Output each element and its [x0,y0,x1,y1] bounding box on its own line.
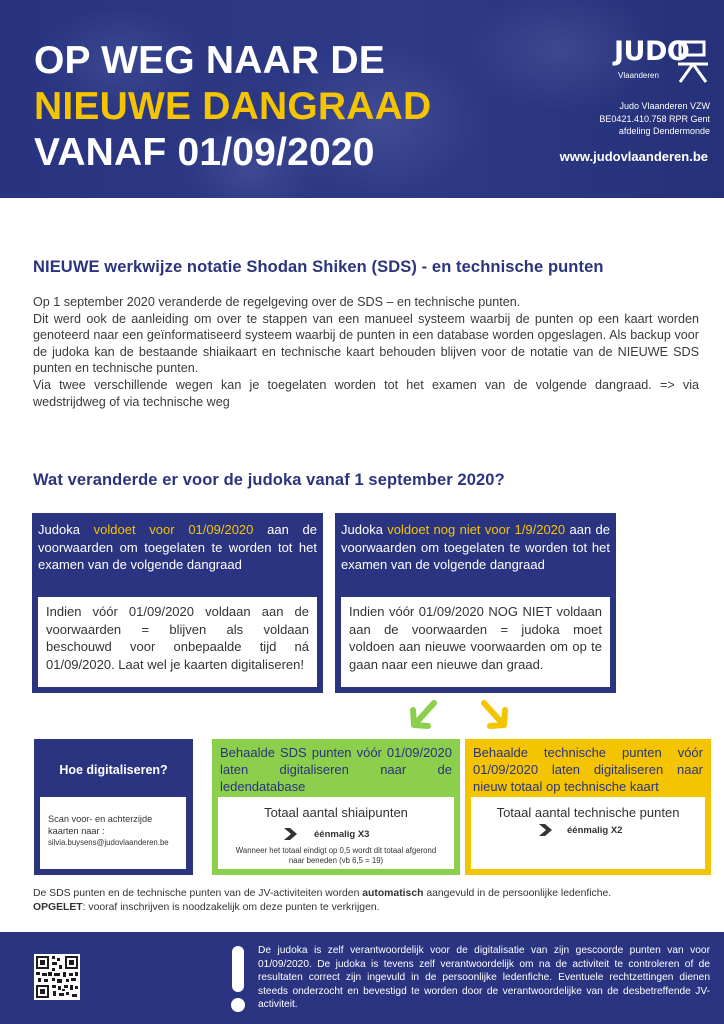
highlight-text: voldoet nog niet voor 1/9/2020 [387,522,566,537]
exclamation-icon [228,944,248,1014]
section-title-sds: NIEUWE werkwijze notatie Shodan Shiken (SDS) - en technische punten [33,258,604,276]
judo-vlaanderen-logo [614,36,710,86]
title-line-3: VANAF 01/09/2020 [34,131,375,174]
intro-paragraph: Op 1 september 2020 veranderde de regelgeving over de SDS – en technische punten. [33,295,521,309]
box-voldoet-niet-heading: Judoka voldoet nog niet voor 1/9/2020 aan de voorwaarden om toegelaten te worden tot het examen van de volgende dangraad [341,522,610,572]
automatic-note-line1: De SDS punten en de technische punten van de JV-activiteiten worden automatisch aangevuld in de persoonlijke ledenfiche. [33,888,612,899]
box-sds-punten [212,739,460,875]
box-voldoet-body: Indien vóór 01/09/2020 voldaan aan de voorwaarden = blijven als voldaan beschouwd voor onbepaalde tijd ná 01/09/2020. Laat wel je kaarten digitaliseren! [38,597,317,687]
box-voldoet [32,513,323,693]
sds-rounding-note: Wanneer het totaal eindigt op 0,5 wordt dit totaal afgerond naar beneden (vb 6,5 = 19) [235,846,437,865]
technische-heading: Behaalde technische punten vóór 01/09/2020 laten digitaliseren naar nieuw totaal op technische kaart [473,745,703,794]
header-banner [0,0,724,198]
automatic-note-line2: OPGELET: vooraf inschrijven is noodzakelijk om deze punten te verkrijgen. [33,902,380,913]
logo-subtext: Vlaanderen [618,71,659,80]
chevron-right-icon [284,828,298,840]
arrow-down-left-icon [406,698,440,732]
qr-code-icon[interactable] [34,954,80,1000]
intro-text [33,294,699,410]
intro-paragraph: Dit werd ook de aanleiding om over te stappen van een manueel systeem waarbij de punten op een kaart worden genoteerd naar een geïnformatiseerd systeem waarbij de punten in een database worden opgeslagen. Als backup voor de judoka kan de bestaande shiaikaart en technische kaart behouden blijven voor de notatie van de NIEUWE SDS punten en technische punten. [33,311,699,376]
technische-multiplier: éénmalig X2 [567,825,623,836]
box-technische-punten [465,739,711,875]
address-line: Judo Vlaanderen VZW [619,101,710,111]
box-voldoet-niet [335,513,616,693]
sds-total-label: Totaal aantal shiaipunten [264,805,408,820]
bottom-banner [0,932,724,1024]
title-line-1: OP WEG NAAR DE [34,39,385,82]
digitaliseren-body [40,797,186,869]
responsibility-text: De judoka is zelf verantwoordelijk voor de digitalisatie van zijn gescoorde punten van voor 01/09/2020. De judoka is tevens zelf verantwoordelijk om na de activiteit te controleren of de resultaten correct zijn ingevuld in de persoonlijke ledenfiche. Eventuele rechtzettingen dienen steeds onderzocht en bevestigd te worden door de verantwoordelijke van de desbetreffende JV-activiteit. [258,945,710,1011]
sds-body [218,797,454,869]
chevron-right-icon [539,824,553,836]
sds-heading: Behaalde SDS punten vóór 01/09/2020 laten digitaliseren naar de ledendatabase [220,745,452,794]
box-digitaliseren [34,739,193,875]
section-title-changes: Wat veranderde er voor de judoka vanaf 1 september 2020? [33,471,505,489]
website-link[interactable]: www.judovlaanderen.be [559,149,708,164]
digitaliseren-text: Scan voor- en achterzijde kaarten naar : [48,814,153,836]
address-line: BE0421.410.758 RPR Gent [599,113,710,124]
logo-symbol-icon [676,38,710,84]
address-line: afdeling Dendermonde [618,126,710,136]
title-line-2: NIEUWE DANGRAAD [34,85,432,128]
email-link[interactable]: silvia.buysens@judovlaanderen.be [48,838,169,847]
box-voldoet-niet-body: Indien vóór 01/09/2020 NOG NIET voldaan aan de voorwaarden = judoka moet voldoen aan nieuwe voorwaarden om op te gaan naar een nieuwe dan graad. [341,597,610,687]
logo-text: JUDO [614,36,690,67]
highlight-text: voldoet voor 01/09/2020 [93,522,254,537]
automatic-note [33,887,703,915]
technische-body [471,797,705,869]
sds-multiplier: éénmalig X3 [314,829,370,840]
address-block [599,100,710,138]
technische-total-label: Totaal aantal technische punten [496,805,680,820]
box-voldoet-heading: Judoka voldoet voor 01/09/2020 aan de voorwaarden om toegelaten te worden tot het examen van de volgende dangraad [38,522,317,572]
digitaliseren-title: Hoe digitaliseren? [59,763,168,777]
arrow-down-right-icon [478,698,512,732]
intro-paragraph: Via twee verschillende wegen kan je toegelaten worden tot het examen van de volgende dangraad. => via wedstrijdweg of via technische weg [33,377,699,409]
